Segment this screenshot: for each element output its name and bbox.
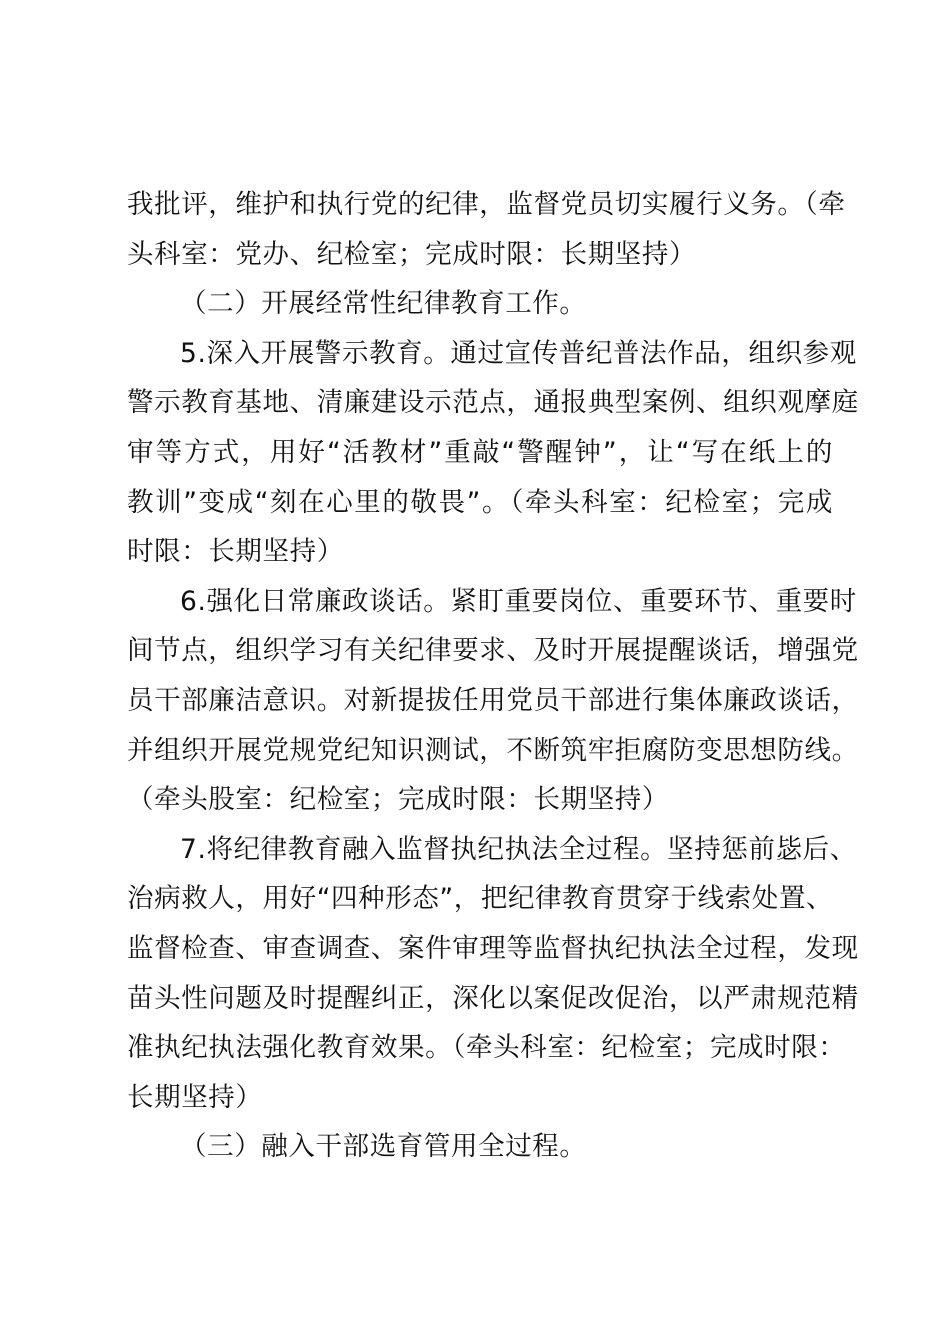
paragraph-item-5 — [127, 329, 859, 577]
section-heading-3 — [127, 1122, 833, 1172]
text-line: 间节点，组织学习有关纪律要求、及时开展提醒谈话，增强党 — [127, 635, 859, 667]
text-line: 我批评，维护和执行党的纪律，监督党员切实履行义务。（牵 — [127, 189, 846, 220]
text-line: 准执纪执法强化教育效果。（牵头科室：纪检室；完成时限： — [127, 1032, 846, 1064]
text-line: 监督检查、审查调查、案件审理等监督执纪执法全过程，发现 — [127, 932, 859, 964]
text-line: 苗头性问题及时提醒纠正，深化以案促改促治，以严肃规范精 — [127, 982, 859, 1014]
text-line: 长期坚持） — [127, 1081, 263, 1113]
text-line: 员干部廉洁意识。对新提拔任用党员干部进行集体廉政谈话， — [127, 684, 859, 716]
text-line: 审等方式，用好“活教材”重敲“警醒钟”，让“写在纸上的 — [127, 436, 833, 468]
text-line: 教训”变成“刻在心里的敬畏”。（牵头科室：纪检室；完成 — [127, 486, 833, 518]
text-line: 治病救人，用好“四种形态”，把纪律教育贯穿于线索处置、 — [127, 883, 834, 915]
text-line: 6.强化日常廉政谈话。紧盯重要岗位、重要环节、重要时 — [180, 585, 857, 617]
text-line: 时限：长期坚持） — [127, 536, 344, 568]
text-line: 头科室：党办、纪检室；完成时限：长期坚持） — [127, 238, 697, 270]
text-line: 7.将纪律教育融入监督执纪执法全过程。坚持惩前毖后、 — [180, 833, 857, 865]
paragraph-item-6 — [127, 577, 859, 825]
heading-line: （二）开展经常性纪律教育工作。 — [180, 288, 587, 320]
text-line: 警示教育基地、清廉建设示范点，通报典型案例、组织观摩庭 — [127, 387, 859, 419]
document-body — [127, 180, 859, 1172]
heading-line: （三）融入干部选育管用全过程。 — [180, 1131, 587, 1163]
text-line: （牵头股室：纪检室；完成时限：长期坚持） — [127, 784, 669, 816]
paragraph-item-7 — [127, 825, 859, 1123]
text-line: 5.深入开展警示教育。通过宣传普纪普法作品，组织参观 — [180, 337, 857, 369]
section-heading-2 — [127, 279, 833, 329]
text-line: 并组织开展党规党纪知识测试，不断筑牢拒腐防变思想防线。 — [127, 734, 859, 766]
paragraph-continued-self-criticism — [127, 180, 846, 279]
